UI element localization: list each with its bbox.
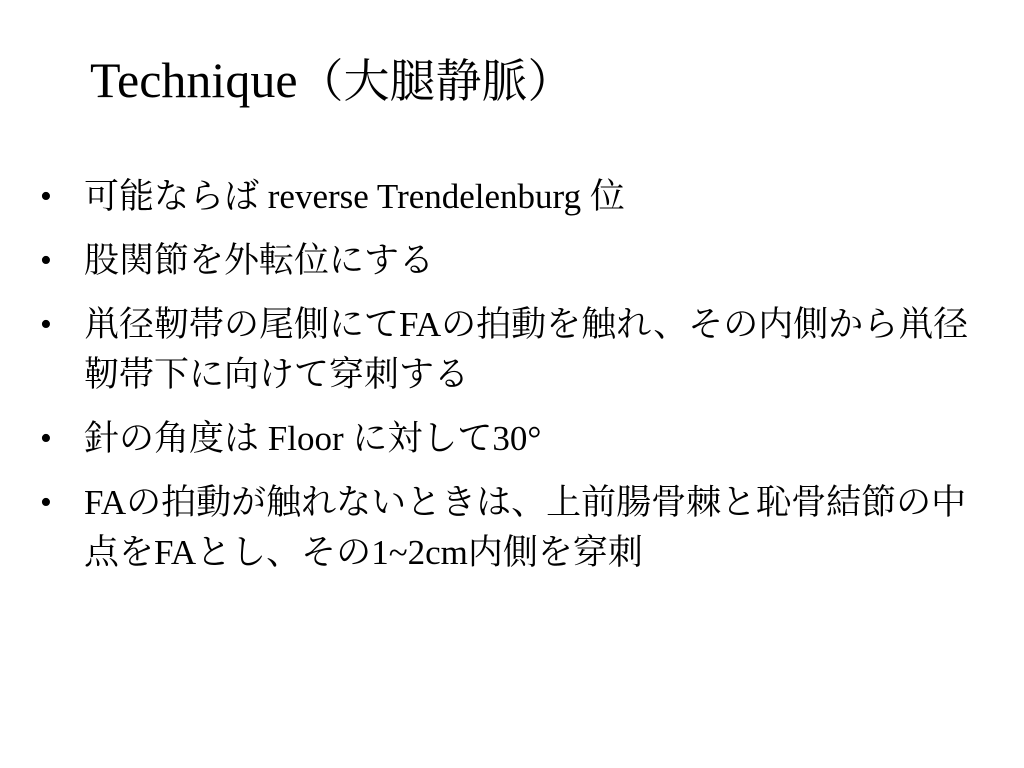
bullet-item	[40, 300, 1000, 400]
bullet-text-segment: FA	[154, 533, 197, 572]
bullet-text-segment: の拍動が触れないときは、上前腸骨棘と恥骨結節の中点を	[84, 483, 967, 573]
bullet-text-segment: reverse Trendelenburg	[259, 177, 590, 216]
bullet-item	[40, 172, 1000, 222]
bullet-text-segment: 位	[589, 177, 625, 217]
slide-title-japanese: （大腿静脈）	[297, 54, 574, 108]
bullet-item	[40, 478, 1000, 578]
bullet-list	[40, 172, 1000, 592]
bullet-text-segment: 鼡径靭帯の尾側にて	[84, 305, 400, 345]
slide-title	[90, 40, 574, 121]
bullet-marker: •	[40, 178, 52, 215]
bullet-marker: •	[40, 242, 52, 279]
bullet-text-segment: 可能ならば	[84, 177, 260, 217]
bullet-text-segment: 30°	[492, 419, 542, 458]
bullet-item	[40, 414, 1000, 464]
bullet-text-segment: 内側を穿刺	[467, 533, 643, 573]
bullet-text-segment: 股関節を外転位にする	[84, 241, 435, 281]
bullet-text-segment: 針の角度は	[84, 419, 260, 459]
bullet-text-segment: とし、その	[196, 533, 372, 573]
bullet-item	[40, 236, 1000, 286]
bullet-marker: •	[40, 420, 52, 457]
bullet-marker: •	[40, 306, 52, 343]
bullet-text-segment: FA	[84, 483, 127, 522]
bullet-text-segment: に対して	[352, 419, 493, 459]
bullet-text-segment: Floor	[259, 419, 353, 458]
bullet-text-segment: の拍動を触れ、その内側から鼡径靭帯下に向けて穿刺する	[84, 305, 969, 395]
bullet-text-segment: FA	[399, 305, 442, 344]
slide-title-latin: Technique	[90, 52, 298, 108]
bullet-text-segment: 1~2cm	[371, 533, 468, 572]
bullet-marker: •	[40, 484, 52, 521]
